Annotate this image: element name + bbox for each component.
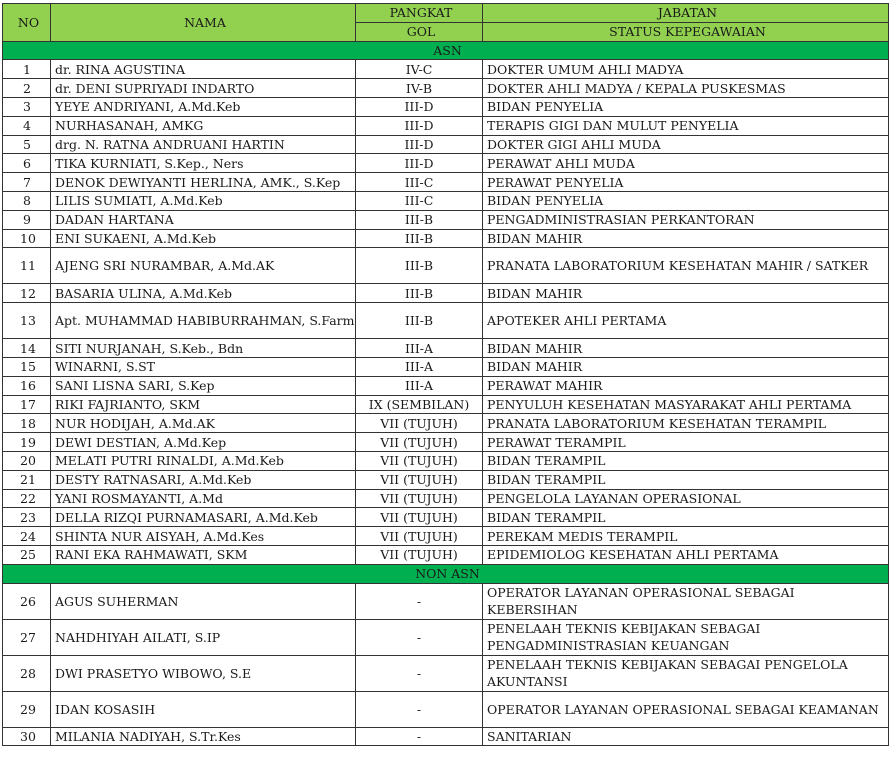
row-nama: BASARIA ULINA, A.Md.Keb [51,284,356,303]
row-nama: DELLA RIZQI PURNAMASARI, A.Md.Keb [51,508,356,527]
row-no: 8 [3,191,51,210]
staff-table [2,3,889,746]
row-no: 3 [3,97,51,116]
table-row [3,451,889,470]
row-nama: DENOK DEWIYANTI HERLINA, AMK., S.Kep [51,173,356,192]
row-gol: IV-C [356,60,483,79]
table-row [3,691,889,727]
row-jabatan: TERAPIS GIGI DAN MULUT PENYELIA [483,116,889,135]
row-no: 17 [3,395,51,414]
row-nama: dr. DENI SUPRIYADI INDARTO [51,79,356,98]
row-gol: VII (TUJUH) [356,527,483,546]
row-jabatan: SANITARIAN [483,727,889,746]
table-row [3,545,889,564]
row-jabatan: BIDAN TERAMPIL [483,508,889,527]
row-jabatan: PENYULUH KESEHATAN MASYARAKAT AHLI PERTAMA [483,395,889,414]
row-no: 28 [3,655,51,691]
row-no: 15 [3,357,51,376]
table-row [3,414,889,433]
row-nama: drg. N. RATNA ANDRUANI HARTIN [51,135,356,154]
table-row [3,173,889,192]
row-gol: VII (TUJUH) [356,414,483,433]
row-gol: III-A [356,357,483,376]
table-row [3,357,889,376]
section-row-asn [3,41,889,60]
row-gol: - [356,583,483,619]
row-no: 12 [3,284,51,303]
row-no: 22 [3,489,51,508]
row-gol: VII (TUJUH) [356,433,483,452]
header-jabatan: JABATAN [483,4,889,23]
row-nama: AGUS SUHERMAN [51,583,356,619]
header-row-1 [3,4,889,23]
table-row [3,154,889,173]
row-jabatan: PENGELOLA LAYANAN OPERASIONAL [483,489,889,508]
row-gol: IV-B [356,79,483,98]
row-no: 19 [3,433,51,452]
row-nama: AJENG SRI NURAMBAR, A.Md.AK [51,248,356,284]
row-no: 23 [3,508,51,527]
row-gol: III-A [356,339,483,358]
table-row [3,727,889,746]
header-nama: NAMA [51,4,356,42]
table-row [3,655,889,691]
row-no: 26 [3,583,51,619]
row-nama: NAHDHIYAH AILATI, S.IP [51,619,356,655]
row-jabatan: BIDAN PENYELIA [483,97,889,116]
row-gol: - [356,655,483,691]
row-no: 1 [3,60,51,79]
header-gol: GOL [356,22,483,41]
row-jabatan: BIDAN MAHIR [483,229,889,248]
row-no: 18 [3,414,51,433]
row-jabatan: BIDAN TERAMPIL [483,451,889,470]
row-jabatan: PERAWAT TERAMPIL [483,433,889,452]
section-non-asn: NON ASN [3,564,889,583]
row-gol: III-C [356,173,483,192]
row-jabatan: DOKTER UMUM AHLI MADYA [483,60,889,79]
row-no: 21 [3,470,51,489]
row-nama: MELATI PUTRI RINALDI, A.Md.Keb [51,451,356,470]
header-status: STATUS KEPEGAWAIAN [483,22,889,41]
table-row [3,376,889,395]
row-nama: Apt. MUHAMMAD HABIBURRAHMAN, S.Farm [51,303,356,339]
row-jabatan: PRANATA LABORATORIUM KESEHATAN MAHIR / SATKER [483,248,889,284]
row-jabatan: DOKTER AHLI MADYA / KEPALA PUSKESMAS [483,79,889,98]
row-no: 7 [3,173,51,192]
row-no: 11 [3,248,51,284]
row-gol: - [356,727,483,746]
row-nama: YEYE ANDRIYANI, A.Md.Keb [51,97,356,116]
row-no: 6 [3,154,51,173]
row-nama: DESTY RATNASARI, A.Md.Keb [51,470,356,489]
row-gol: III-D [356,135,483,154]
row-nama: RANI EKA RAHMAWATI, SKM [51,545,356,564]
row-no: 29 [3,691,51,727]
row-no: 4 [3,116,51,135]
row-jabatan: PERAWAT PENYELIA [483,173,889,192]
row-gol: VII (TUJUH) [356,489,483,508]
row-gol: - [356,619,483,655]
row-gol: IX (SEMBILAN) [356,395,483,414]
row-gol: VII (TUJUH) [356,508,483,527]
row-gol: VII (TUJUH) [356,451,483,470]
row-gol: III-B [356,210,483,229]
row-nama: TIKA KURNIATI, S.Kep., Ners [51,154,356,173]
row-nama: MILANIA NADIYAH, S.Tr.Kes [51,727,356,746]
table-row [3,210,889,229]
row-no: 27 [3,619,51,655]
row-gol: III-B [356,229,483,248]
row-jabatan: PERAWAT AHLI MUDA [483,154,889,173]
row-no: 20 [3,451,51,470]
row-gol: III-D [356,154,483,173]
row-no: 30 [3,727,51,746]
row-jabatan: BIDAN MAHIR [483,339,889,358]
row-no: 16 [3,376,51,395]
row-jabatan: PENELAAH TEKNIS KEBIJAKAN SEBAGAI PENGADMINISTRASIAN KEUANGAN [483,619,889,655]
row-no: 24 [3,527,51,546]
table-row [3,60,889,79]
row-gol: - [356,691,483,727]
table-row [3,395,889,414]
row-no: 9 [3,210,51,229]
row-nama: IDAN KOSASIH [51,691,356,727]
row-jabatan: APOTEKER AHLI PERTAMA [483,303,889,339]
table-row [3,116,889,135]
row-jabatan: OPERATOR LAYANAN OPERASIONAL SEBAGAI KEBERSIHAN [483,583,889,619]
table-row [3,508,889,527]
header-no: NO [3,4,51,42]
row-no: 10 [3,229,51,248]
row-jabatan: BIDAN MAHIR [483,284,889,303]
row-nama: WINARNI, S.ST [51,357,356,376]
table-row [3,470,889,489]
table-row [3,489,889,508]
row-gol: III-B [356,284,483,303]
row-nama: DWI PRASETYO WIBOWO, S.E [51,655,356,691]
table-row [3,339,889,358]
row-jabatan: PENGADMINISTRASIAN PERKANTORAN [483,210,889,229]
row-jabatan: DOKTER GIGI AHLI MUDA [483,135,889,154]
row-nama: DADAN HARTANA [51,210,356,229]
row-nama: SHINTA NUR AISYAH, A.Md.Kes [51,527,356,546]
row-jabatan: BIDAN MAHIR [483,357,889,376]
row-gol: III-B [356,248,483,284]
table-row [3,583,889,619]
row-nama: DEWI DESTIAN, A.Md.Kep [51,433,356,452]
row-nama: ENI SUKAENI, A.Md.Keb [51,229,356,248]
row-jabatan: PERAWAT MAHIR [483,376,889,395]
table-row [3,619,889,655]
table-row [3,433,889,452]
row-gol: VII (TUJUH) [356,545,483,564]
row-jabatan: OPERATOR LAYANAN OPERASIONAL SEBAGAI KEAMANAN [483,691,889,727]
row-jabatan: PRANATA LABORATORIUM KESEHATAN TERAMPIL [483,414,889,433]
row-gol: VII (TUJUH) [356,470,483,489]
row-no: 5 [3,135,51,154]
table-row [3,135,889,154]
row-nama: YANI ROSMAYANTI, A.Md [51,489,356,508]
row-gol: III-D [356,97,483,116]
row-no: 25 [3,545,51,564]
table-row [3,303,889,339]
row-no: 2 [3,79,51,98]
table-row [3,527,889,546]
row-gol: III-B [356,303,483,339]
row-no: 13 [3,303,51,339]
row-nama: dr. RINA AGUSTINA [51,60,356,79]
row-jabatan: PEREKAM MEDIS TERAMPIL [483,527,889,546]
row-gol: III-C [356,191,483,210]
row-jabatan: PENELAAH TEKNIS KEBIJAKAN SEBAGAI PENGELOLA AKUNTANSI [483,655,889,691]
row-nama: NURHASANAH, AMKG [51,116,356,135]
row-jabatan: BIDAN PENYELIA [483,191,889,210]
table-row [3,97,889,116]
row-nama: SANI LISNA SARI, S.Kep [51,376,356,395]
table-row [3,191,889,210]
row-jabatan: EPIDEMIOLOG KESEHATAN AHLI PERTAMA [483,545,889,564]
row-gol: III-A [356,376,483,395]
section-row-non-asn [3,564,889,583]
table-row [3,248,889,284]
row-gol: III-D [356,116,483,135]
row-nama: RIKI FAJRIANTO, SKM [51,395,356,414]
row-jabatan: BIDAN TERAMPIL [483,470,889,489]
row-no: 14 [3,339,51,358]
row-nama: NUR HODIJAH, A.Md.AK [51,414,356,433]
table-row [3,79,889,98]
table-row [3,229,889,248]
row-nama: SITI NURJANAH, S.Keb., Bdn [51,339,356,358]
row-nama: LILIS SUMIATI, A.Md.Keb [51,191,356,210]
table-row [3,284,889,303]
section-asn: ASN [3,41,889,60]
header-pangkat: PANGKAT [356,4,483,23]
